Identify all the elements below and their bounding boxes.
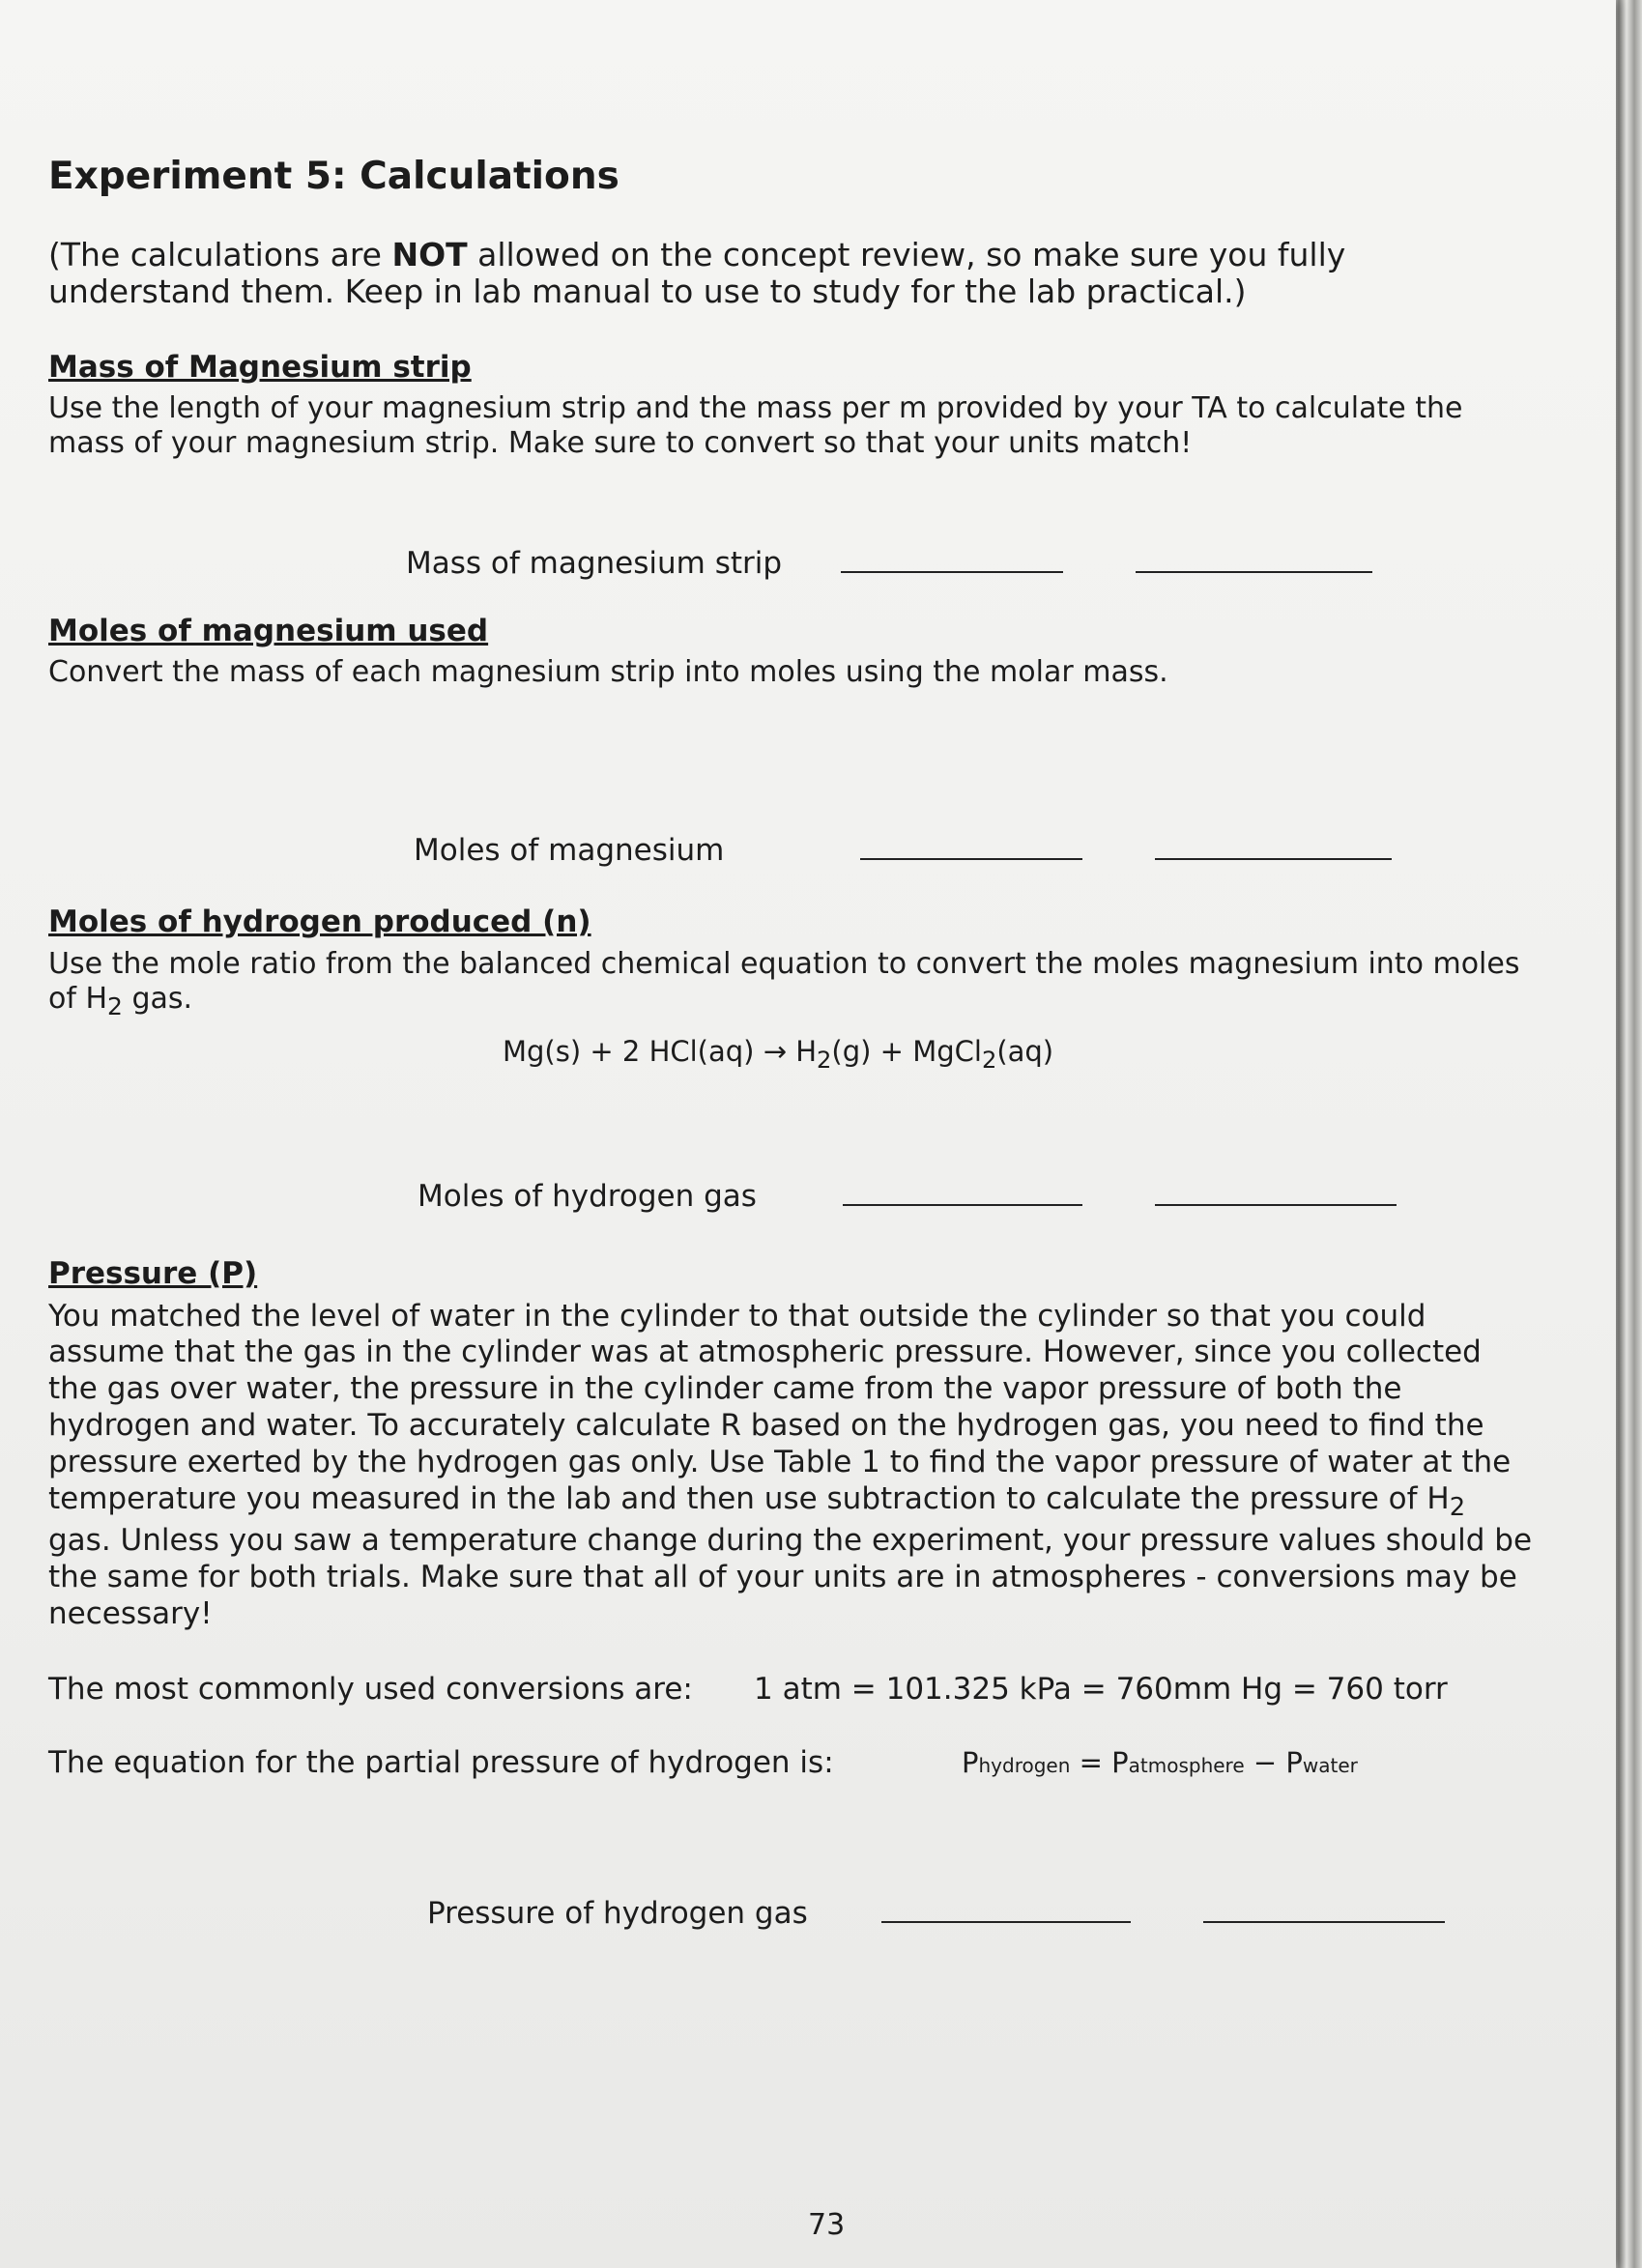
section-mass	[48, 350, 1537, 581]
moles-h2-text-subscript: 2	[107, 991, 123, 1020]
answer-label-moles-mg: Moles of magnesium	[414, 833, 725, 869]
section-heading-moles-h2: Moles of hydrogen produced (n)	[48, 904, 591, 940]
equation-part-2: (g) + MgCl	[831, 1034, 982, 1068]
answer-row-moles-h2	[418, 1179, 1537, 1214]
answer-blank-mass-trial-1[interactable]	[841, 570, 1063, 573]
balanced-equation	[503, 1035, 1537, 1074]
equation-sub-2: 2	[981, 1046, 997, 1074]
moles-h2-text-end: gas.	[122, 981, 193, 1016]
formula-p-hydrogen: P	[962, 1745, 979, 1779]
answer-label-moles-h2: Moles of hydrogen gas	[418, 1179, 757, 1215]
answer-row-pressure	[427, 1896, 1537, 1931]
conversions-label: The most commonly used conversions are:	[48, 1671, 693, 1707]
page-content	[48, 155, 1537, 1931]
section-pressure	[48, 1256, 1537, 1930]
answer-blank-moles-mg-trial-1[interactable]	[860, 857, 1082, 860]
formula-sub-hydrogen: hydrogen	[978, 1753, 1071, 1777]
conversions-value: 1 atm = 101.325 kPa = 760mm Hg = 760 torr	[754, 1671, 1448, 1707]
equation-part-3: (aq)	[996, 1034, 1054, 1068]
answer-label-mass: Mass of magnesium strip	[406, 546, 783, 582]
section-moles-h2	[48, 904, 1537, 1214]
section-heading-pressure: Pressure (P)	[48, 1256, 258, 1292]
answer-blank-moles-h2-trial-1[interactable]	[843, 1203, 1082, 1206]
answer-row-mass	[406, 546, 1537, 581]
answer-row-moles-mg	[414, 833, 1537, 868]
pressure-text-end: gas. Unless you saw a temperature change during the experiment, your pressure values should be the same for both trials. Make sure that all of your units are in atmospheres - conversions may be necessary!	[48, 1523, 1533, 1631]
partial-pressure-formula	[962, 1746, 1358, 1779]
intro-text-start: (The calculations are	[48, 235, 392, 273]
section-heading-moles-mg: Moles of magnesium used	[48, 614, 489, 649]
section-moles-mg	[48, 614, 1537, 868]
answer-blank-moles-h2-trial-2[interactable]	[1155, 1203, 1397, 1206]
intro-text-end: allowed on the concept review, so make sure you fully understand them. Keep in lab manual to use to study for the lab practical.)	[48, 235, 1346, 311]
partial-pressure-label: The equation for the partial pressure of hydrogen is:	[48, 1744, 834, 1780]
moles-h2-text-start: Use the mole ratio from the balanced chemical equation to convert the moles magnesium into moles of H	[48, 946, 1520, 1016]
answer-blank-pressure-trial-2[interactable]	[1203, 1920, 1445, 1923]
intro-paragraph	[48, 237, 1537, 311]
section-text-pressure	[48, 1299, 1537, 1633]
formula-p-atmosphere: = P	[1070, 1745, 1129, 1779]
pressure-text-start: You matched the level of water in the cylinder to that outside the cylinder so that you could assume that the gas in the cylinder was at atmospheric pressure. However, since you collected the gas over water, the pressure in the cylinder came from the vapor pressure of both the hydrogen and water. To accurately calculate R based on the hydrogen gas, you need to find the pressure exerted by the hydrogen gas only. Use Table 1 to find the vapor pressure of water at the temperature you measured in the lab and then use subtraction to calculate the pressure of H	[48, 1298, 1512, 1516]
answer-blank-mass-trial-2[interactable]	[1136, 570, 1372, 573]
answer-blank-moles-mg-trial-2[interactable]	[1155, 857, 1392, 860]
section-text-moles-h2	[48, 947, 1537, 1021]
section-text-moles-mg: Convert the mass of each magnesium strip into moles using the molar mass.	[48, 655, 1168, 690]
formula-sub-atmosphere: atmosphere	[1128, 1753, 1245, 1777]
equation-sub-1: 2	[817, 1046, 832, 1074]
answer-label-pressure: Pressure of hydrogen gas	[427, 1895, 808, 1931]
section-heading-mass: Mass of Magnesium strip	[48, 350, 472, 386]
pressure-text-subscript: 2	[1449, 1492, 1466, 1522]
answer-blank-pressure-trial-1[interactable]	[881, 1920, 1131, 1923]
conversions-row	[48, 1672, 1537, 1707]
page-number: 73	[808, 2208, 846, 2242]
formula-sub-water: water	[1302, 1753, 1358, 1777]
equation-part-1: Mg(s) + 2 HCl(aq) → H	[503, 1034, 818, 1068]
partial-pressure-row	[48, 1745, 1537, 1780]
intro-emphasis: NOT	[391, 235, 468, 273]
page-title: Experiment 5: Calculations	[48, 155, 619, 198]
section-text-mass: Use the length of your magnesium strip and the mass per m provided by your TA to calculate the mass of your magnesium strip. Make sure to convert so that your units match!	[48, 391, 1463, 461]
formula-p-water: − P	[1244, 1745, 1303, 1779]
